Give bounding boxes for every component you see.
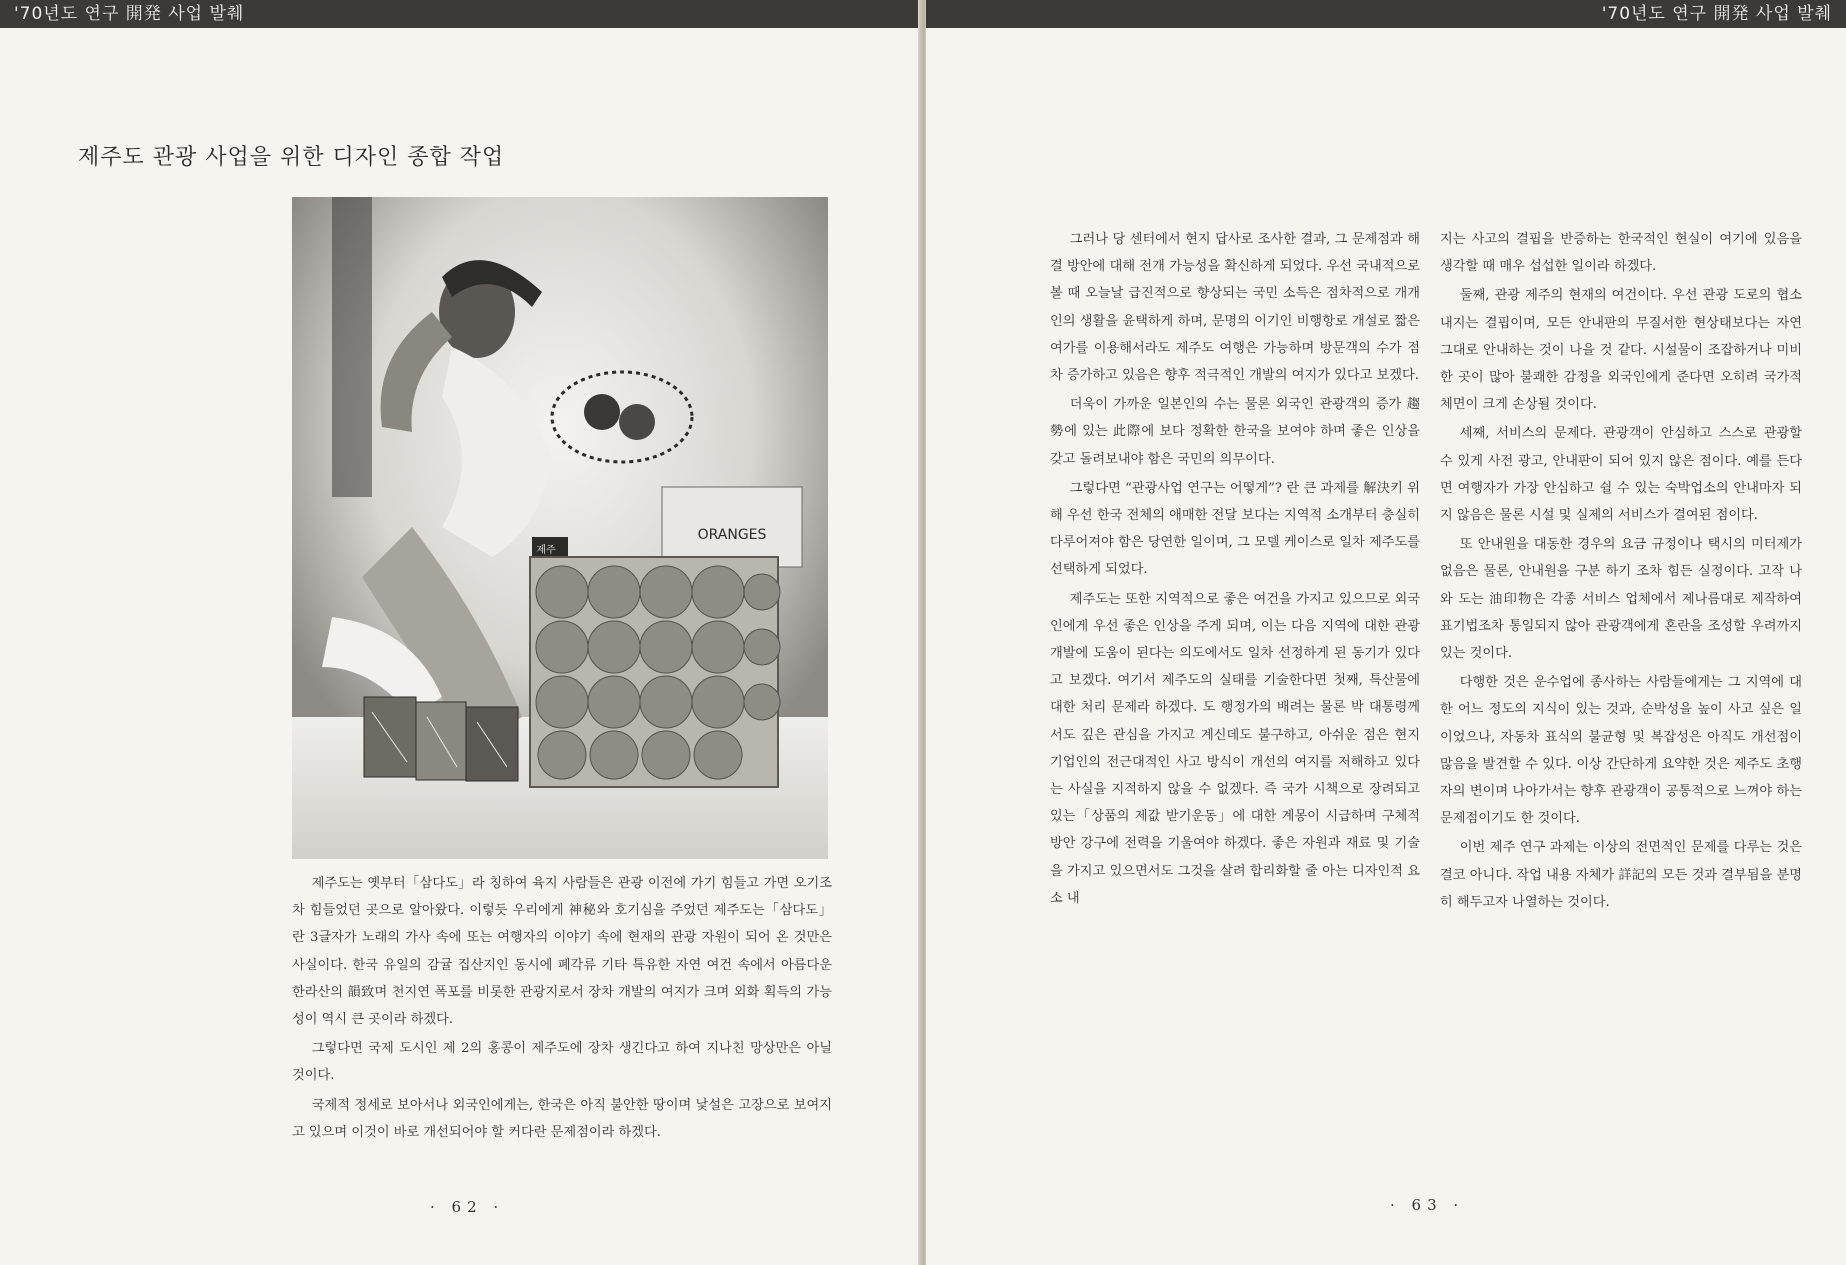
paragraph: 지는 사고의 결핍을 반증하는 한국적인 현실이 여기에 있음을 생각할 때 매우 섭섭한 일이라 하겠다. bbox=[1440, 232, 1802, 275]
paragraph: 그렇다면 “관광사업 연구는 어떻게”? 란 큰 과제를 解決키 위해 우선 한국 전체의 애매한 전달 보다는 지역적 소개부터 충실히 다루어져야 함은 당연한 일이며, 그 모델 케이스로 일차 제주도를 선택하게 되었다. bbox=[1050, 480, 1420, 578]
left-page bbox=[0, 0, 920, 1265]
left-body-text bbox=[292, 870, 832, 1148]
box-label-text: ORANGES bbox=[697, 527, 767, 543]
right-column-2 bbox=[1440, 226, 1802, 918]
paragraph: 세째, 서비스의 문제다. 관광객이 안심하고 스스로 관광할 수 있게 사전 광고, 안내판이 되어 있지 않은 점이다. 예를 든다면 여행자가 가장 안심하고 쉴 수 있는 숙박업소의 안내마자 되지 않음은 물론 시설 및 실제의 서비스가 결여된 점이다. bbox=[1440, 426, 1802, 524]
running-header-left bbox=[0, 0, 920, 28]
paragraph: 또 안내원을 대동한 경우의 요금 규정이나 택시의 미터제가 없음은 물론, 안내원을 구분 하기 조차 힘든 실정이다. 고작 나와 도는 油印物은 각종 서비스 업체에서 제나름대로 제작하여 표기법조차 통일되지 않아 관광객에게 혼란을 조성할 우려까지 있는 것이다. bbox=[1440, 537, 1802, 662]
page-number-left: · 62 · bbox=[430, 1198, 505, 1216]
running-header-right bbox=[926, 0, 1846, 28]
running-header-right-text: '70년도 연구 開発 사업 발췌 bbox=[1601, 4, 1832, 24]
article-title: 제주도 관광 사업을 위한 디자인 종합 작업 bbox=[78, 145, 505, 170]
sign-text: 제주 bbox=[536, 545, 556, 556]
paragraph: 제주도는 또한 지역적으로 좋은 여건을 가지고 있으므로 외국인에게 우선 좋은 인상을 주게 되며, 이는 다음 지역에 대한 관광 개발에 도움이 된다는 의도에서도 일차 선정하게 된 동기가 있다고 보겠다. 여기서 제주도의 실태를 기술한다면 첫째, 특산물에 대한 처리 문제라 하겠다. 도 행정가의 배려는 물론 박 대통령께서도 깊은 관심을 가지고 계신데도 불구하고, 아쉬운 점은 현지 기업인의 전근대적인 사고 방식이 개선의 여지를 저해하고 있다는 사실을 지적하지 않을 수 없겠다. 즉 국가 시책으로 장려되고 있는「상품의 제값 받기운동」에 대한 계몽이 시급하며 구체적 방안 강구에 전력을 기울여야 하겠다. 좋은 자원과 재료 및 기술을 가지고 있으면서도 그것을 살려 합리화할 줄 아는 디자인적 요소 내 bbox=[1050, 591, 1420, 906]
promo-photo bbox=[292, 197, 828, 859]
paragraph: 이번 제주 연구 과제는 이상의 전면적인 문제를 다루는 것은 결코 아니다. 작업 내용 자체가 詳記의 모든 것과 결부됨을 분명히 해두고자 나열하는 것이다. bbox=[1440, 840, 1802, 910]
page-number-right: · 63 · bbox=[1390, 1196, 1465, 1214]
paragraph: 둘째, 관광 제주의 현재의 여건이다. 우선 관광 도로의 협소 내지는 결핍이며, 모든 안내판의 무질서한 현상태보다는 자연 그대로 안내하는 것이 나을 것 같다. 시설물이 조잡하거나 미비한 곳이 많아 불쾌한 감정을 외국인에게 준다면 오히려 국가적 체면이 크게 손상될 것이다. bbox=[1440, 288, 1802, 413]
paragraph: 제주도는 옛부터「삼다도」라 칭하여 육지 사람들은 관광 이전에 가기 힘들고 가면 오기조차 힘들었던 곳으로 알아왔다. 이렇듯 우리에게 神秘와 호기심을 주었던 제주도는「삼다도」란 3글자가 노래의 가사 속에 또는 여행자의 이야기 속에 현재의 관광 자원이 되어 온 것만은 사실이다. 한국 유일의 감귤 집산지인 동시에 폐각류 기타 특유한 자연 여건 속에서 아름다운 한라산의 韻致며 천지연 폭포를 비롯한 관광지로서 장차 개발의 여지가 크며 외화 획득의 가능성이 역시 큰 곳이라 하겠다. bbox=[292, 876, 832, 1028]
paragraph: 그러나 당 센터에서 현지 답사로 조사한 결과, 그 문제점과 해결 방안에 대해 전개 가능성을 확신하게 되었다. 우선 국내적으로 볼 때 오늘날 급진적으로 향상되는 국민 소득은 점차적으로 개개인의 생활을 윤택하게 하며, 문명의 이기인 비행항로 개설로 짧은 여가를 이용해서라도 제주도 여행은 가능하며 방문객의 수가 점차 증가하고 있음은 향후 적극적인 개발의 여지가 있다고 보겠다. bbox=[1050, 232, 1420, 384]
paragraph: 국제적 정세로 보아서나 외국인에게는, 한국은 아직 불안한 땅이며 낯설은 고장으로 보여지고 있으며 이것이 바로 개선되어야 할 커다란 문제점이라 하겠다. bbox=[292, 1097, 832, 1140]
paragraph: 다행한 것은 운수업에 종사하는 사람들에게는 그 지역에 대한 어느 정도의 지식이 있는 것과, 순박성을 높이 사고 싶은 일이었으나, 자동차 표식의 불균형 및 복잡성은 아직도 개선점이 많음을 발견할 수 있다. 이상 간단하게 요약한 것은 제주도 초행자의 변이며 나아가서는 향후 관광객이 공통적으로 느껴야 하는 문제점이기도 한 것이다. bbox=[1440, 675, 1802, 827]
right-column-1 bbox=[1050, 226, 1420, 914]
running-header-left-text: '70년도 연구 開発 사업 발췌 bbox=[14, 4, 245, 24]
paragraph: 더욱이 가까운 일본인의 수는 물론 외국인 관광객의 증가 趨勢에 있는 此際에 보다 정확한 한국을 보여야 하며 좋은 인상을 갖고 돌려보내야 함은 국민의 의무이다. bbox=[1050, 397, 1420, 467]
paragraph: 그렇다면 국제 도시인 제 2의 홍콩이 제주도에 장차 생긴다고 하여 지나친 망상만은 아닐 것이다. bbox=[292, 1041, 832, 1084]
